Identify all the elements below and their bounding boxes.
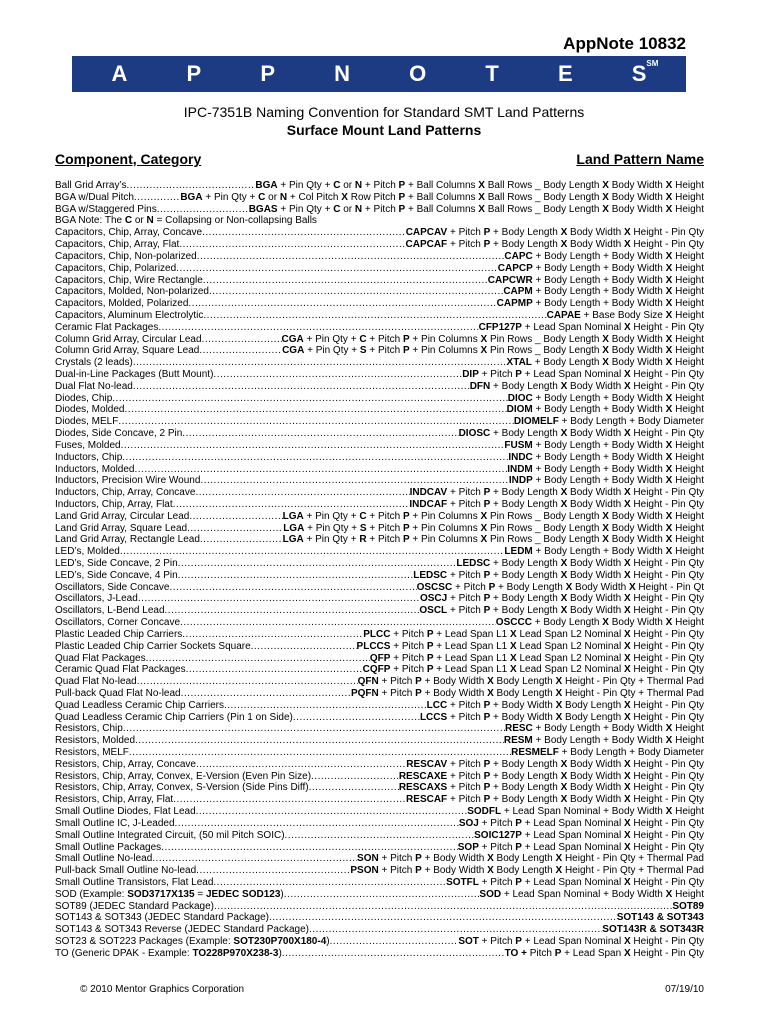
banner-letter: A	[111, 61, 128, 86]
land-pattern-name: CAPCP + Body Length + Body Width X Height	[497, 262, 704, 274]
dot-leader	[122, 452, 508, 464]
table-row	[55, 782, 704, 794]
land-pattern-name: INDM + Body Length + Body Width X Height	[507, 463, 704, 475]
table-row	[55, 853, 704, 865]
component-category: Ball Grid Array’s	[55, 180, 127, 191]
document-subtitle: Surface Mount Land Patterns	[286, 122, 482, 138]
land-pattern-name: DIOC + Body Length + Body Width X Height	[507, 392, 704, 404]
component-category: Diodes, Chip	[55, 392, 113, 404]
component-category: Capacitors, Molded, Polarized	[55, 298, 189, 310]
component-category: Ceramic Quad Flat Packages	[55, 664, 186, 676]
dot-leader	[135, 464, 508, 476]
component-category: Ceramic Flat Packages	[55, 321, 159, 333]
table-row	[55, 464, 704, 476]
table-row	[55, 747, 704, 759]
land-pattern-name: QFN + Pitch P + Body Width X Body Length X Height - Pin Qty + Thermal Pad	[357, 676, 704, 688]
banner-letter: O	[409, 61, 427, 86]
banner-letter: P	[186, 61, 202, 86]
land-pattern-name: INDC + Body Length + Body Width X Height	[508, 451, 704, 463]
table-row	[55, 688, 704, 700]
component-category: SOT143 & SOT343 Reverse (JEDEC Standard Package)	[55, 924, 310, 936]
component-category: Pull-back Quad Flat No-lead	[55, 687, 181, 699]
dot-leader	[133, 357, 507, 369]
land-pattern-name: RESCAXS + Pitch P + Body Length X Body Width X Height - Pin Qty	[398, 782, 704, 794]
dot-leader	[152, 853, 357, 865]
component-category: Column Grid Array, Circular Lead	[55, 333, 202, 345]
dot-leader	[269, 912, 617, 924]
dot-leader	[133, 381, 470, 393]
table-row	[55, 404, 704, 416]
land-pattern-name: DIP + Pitch P + Lead Span Nominal X Height - Pin Qty	[462, 369, 704, 380]
land-pattern-name: CAPCWR + Body Length + Body Width X Height	[487, 274, 704, 286]
component-category: Resistors, Chip, Array, Convex, E-Version (Even Pin Size)	[55, 770, 312, 782]
component-category: Resistors, Molded	[55, 735, 136, 747]
dot-leader	[224, 700, 427, 712]
land-pattern-name: CGA + Pin Qty + S + Pitch P + Pin Columns X Pin Rows _ Body Length X Body Width X Height	[282, 345, 704, 357]
land-pattern-name: SOT143R & SOT343R	[602, 924, 704, 936]
dot-leader	[200, 475, 508, 487]
table-row	[55, 298, 704, 310]
land-pattern-name: LGA + Pin Qty + C + Pitch P + Pin Columns X Pin Rows _ Body Length X Body Width X Height	[282, 510, 704, 522]
table-row	[55, 924, 704, 936]
table-row	[55, 700, 704, 712]
table-row	[55, 794, 704, 806]
appnote-number: AppNote 10832	[563, 34, 686, 53]
table-row	[55, 830, 704, 842]
table-row	[55, 771, 704, 783]
component-category: Small Outline Integrated Circuit, (50 mil Pitch SOIC)	[55, 829, 285, 841]
table-row	[55, 322, 704, 334]
component-category: Oscillators, Side Concave	[55, 581, 170, 593]
land-pattern-name: RESMELF + Body Length + Body Diameter	[511, 747, 704, 758]
land-pattern-name: INDCAF + Pitch P + Body Length X Body Width X Height - Pin Qty	[409, 498, 704, 510]
dot-leader	[309, 782, 399, 794]
dot-leader	[181, 688, 351, 700]
land-pattern-name: OSCL + Pitch P + Body Length X Body Width X Height - Pin Qty	[419, 605, 704, 617]
table-row	[55, 759, 704, 771]
table-row	[55, 310, 704, 322]
land-pattern-name: BGA + Pin Qty + C or N + Pitch P + Ball Columns X Ball Rows _ Body Length X Body Width X Height	[255, 180, 704, 191]
component-category: Inductors, Chip, Array, Flat	[55, 498, 173, 510]
land-pattern-name: CQFP + Pitch P + Lead Span L1 X Lead Span L2 Nominal X Height - Pin Qty	[362, 664, 704, 676]
column-header-land-pattern: Land Pattern Name	[576, 151, 704, 167]
component-category: Diodes, Molded	[55, 404, 125, 416]
table-row	[55, 818, 704, 830]
component-category: Small Outline No-lead	[55, 853, 153, 865]
dot-leader	[173, 499, 410, 511]
table-row	[55, 381, 704, 393]
component-category: Capacitors, Chip, Array, Flat	[55, 239, 180, 251]
dot-leader	[196, 865, 350, 877]
component-category: Diodes, Side Concave, 2 Pin	[55, 428, 183, 440]
table-row	[55, 475, 704, 487]
dot-leader	[178, 570, 414, 582]
table-row	[55, 889, 704, 901]
dot-leader	[178, 558, 457, 570]
table-row	[55, 617, 704, 629]
land-pattern-name: CAPCAV + Pitch P + Body Length X Body Width X Height - Pin Qty	[405, 227, 704, 239]
table-row	[55, 499, 704, 511]
component-category: Resistors, MELF	[55, 747, 129, 758]
table-row	[55, 629, 704, 641]
land-pattern-name: SOT + Pitch P + Lead Span Nominal X Height - Pin Qty	[458, 936, 704, 947]
land-pattern-name: OSCSC + Pitch P + Body Length X Body Width X Height - Pin Qt	[416, 581, 704, 593]
table-row	[55, 334, 704, 346]
table-row	[55, 664, 704, 676]
table-row	[55, 251, 704, 263]
dot-leader	[182, 428, 458, 440]
table-row	[55, 948, 704, 960]
dot-leader	[282, 948, 505, 960]
document-title: IPC-7351B Naming Convention for Standard SMT Land Patterns	[183, 104, 585, 120]
land-pattern-name: LGA + Pin Qty + R + Pitch P + Pin Columns X Pin Rows _ Body Length X Body Width X Height	[282, 534, 704, 546]
component-category: Inductors, Precision Wire Wound	[55, 475, 201, 487]
table-row	[55, 865, 704, 877]
component-category: TO (Generic DPAK - Example: TO228P970X238-3)	[55, 947, 282, 959]
table-row	[55, 239, 704, 251]
component-category: Plastic Leaded Chip Carrier Sockets Square	[55, 640, 251, 652]
appnotes-banner	[72, 56, 686, 92]
table-row	[55, 653, 704, 665]
table-row	[55, 204, 704, 216]
component-category: BGA Note: The C or N = Collapsing or Non-collapsing Balls	[55, 215, 317, 227]
land-pattern-name: DIOM + Body Length + Body Width X Height	[506, 404, 704, 416]
component-category: Crystals (2 leads)	[55, 357, 133, 369]
table-row	[55, 487, 704, 499]
land-pattern-name: SODFL + Lead Span Nominal + Body Width X Height	[467, 806, 704, 818]
dot-leader	[123, 723, 505, 735]
land-pattern-name: RESM + Body Length + Body Width X Height	[503, 735, 704, 747]
component-category: BGA w/Dual Pitch	[55, 191, 134, 203]
dot-leader	[196, 759, 406, 771]
land-pattern-name: SOD + Lead Span Nominal + Body Width X Height	[479, 888, 704, 900]
dot-leader	[158, 322, 478, 334]
table-row	[55, 440, 704, 452]
table-row	[55, 192, 704, 204]
component-category: SOT89 (JEDEC Standard Package)	[55, 900, 214, 912]
land-pattern-name: RESCAV + Pitch P + Body Length X Body Width X Height - Pin Qty	[406, 758, 704, 770]
component-category: Oscillators, Corner Concave	[55, 617, 181, 629]
table-row	[55, 605, 704, 617]
table-row	[55, 593, 704, 605]
land-pattern-name: CAPM + Body Length + Body Width X Height	[503, 286, 704, 298]
dot-leader	[124, 404, 506, 416]
land-pattern-name: CAPMP + Body Length + Body Width X Height	[496, 298, 704, 310]
dot-leader	[180, 617, 496, 629]
dot-leader	[285, 830, 475, 842]
dot-leader	[189, 511, 282, 523]
table-row	[55, 570, 704, 582]
banner-letter: S SM	[631, 59, 659, 86]
land-pattern-name: SOTFL + Pitch P + Lead Span Nominal X Height - Pin Qty	[446, 876, 704, 888]
component-category: Oscillators, J-Lead	[55, 593, 138, 605]
land-pattern-name: INDP + Body Length + Body Width X Height	[508, 475, 704, 487]
component-category: Small Outline IC, J-Leaded	[55, 817, 175, 829]
land-pattern-name: CAPC + Body Length + Body Width X Height	[504, 250, 704, 262]
land-pattern-table	[55, 180, 704, 960]
land-pattern-name: LCC + Pitch P + Body Width X Body Length X Height - Pin Qty	[426, 699, 704, 711]
dot-leader	[135, 735, 504, 747]
table-row	[55, 877, 704, 889]
component-category: Resistors, Chip	[55, 723, 123, 735]
table-row	[55, 369, 704, 381]
dot-leader	[284, 889, 480, 901]
land-pattern-name: SOJ + Pitch P + Lead Span Nominal X Height - Pin Qty	[458, 817, 704, 829]
land-pattern-name: SOT143 & SOT343	[616, 912, 704, 924]
dot-leader	[157, 204, 249, 216]
component-category: Capacitors, Chip, Wire Rectangle	[55, 274, 203, 286]
dot-leader	[199, 345, 282, 357]
dot-leader	[120, 546, 505, 558]
banner-letter: P	[260, 61, 276, 86]
dot-leader	[112, 393, 508, 405]
land-pattern-name: BGA + Pin Qty + C or N + Col Pitch X Row Pitch P + Ball Columns X Ball Rows _ Body Length X Body Width X Height	[180, 191, 704, 203]
table-row	[55, 345, 704, 357]
table-row	[55, 712, 704, 724]
component-category: Inductors, Chip, Array, Concave	[55, 487, 196, 499]
component-category: Land Grid Array, Rectangle Lead	[55, 534, 200, 546]
component-category: Small Outline Diodes, Flat Lead	[55, 806, 196, 818]
table-row	[55, 523, 704, 535]
table-row	[55, 263, 704, 275]
component-category: Land Grid Array, Square Lead	[55, 522, 188, 534]
dot-leader	[209, 286, 503, 298]
land-pattern-name: CAPAE + Base Body Size X Height	[546, 309, 704, 321]
dot-leader	[175, 818, 459, 830]
component-category: Quad Leadless Ceramic Chip Carriers (Pin 1 on Side)	[55, 711, 293, 723]
dot-leader	[161, 842, 458, 854]
dot-leader	[176, 263, 498, 275]
land-pattern-name: RESCAXE + Pitch P + Body Length X Body Width X Height - Pin Qty	[398, 770, 704, 782]
land-pattern-name: OSCCC + Body Length X Body Width X Height	[495, 617, 704, 629]
land-pattern-name: PLCCS + Pitch P + Lead Span L1 X Lead Span L2 Nominal X Height - Pin Qty	[356, 640, 704, 652]
land-pattern-name: FUSM + Body Length + Body Width X Height	[504, 439, 704, 451]
banner-letter: E	[557, 61, 573, 86]
component-category: Quad Flat No-lead	[55, 676, 137, 688]
dot-leader	[129, 747, 511, 759]
component-category: SOD (Example: SOD3717X135 = JEDEC SOD123)	[55, 888, 284, 900]
land-pattern-name: DIOMELF + Body Length + Body Diameter	[513, 416, 704, 428]
dot-leader	[195, 487, 409, 499]
land-pattern-name: OSCJ + Pitch P + Body Length X Body Width X Height - Pin Qty	[419, 593, 704, 605]
table-row	[55, 227, 704, 239]
component-category: Column Grid Array, Square Lead	[55, 345, 200, 357]
component-category: Resistors, Chip, Array, Flat	[55, 794, 174, 806]
land-pattern-name: LGA + Pin Qty + S + Pitch P + Pin Columns X Pin Rows _ Body Length X Body Width X Height	[283, 522, 704, 534]
land-pattern-name: PSON + Pitch P + Body Width X Body Length X Height - Pin Qty + Thermal Pad	[350, 865, 704, 877]
table-row	[55, 393, 704, 405]
table-row	[55, 641, 704, 653]
component-category: Inductors, Molded	[55, 463, 135, 475]
land-pattern-name: DFN + Body Length X Body Width X Height - Pin Qty	[469, 380, 704, 392]
dot-leader	[173, 794, 406, 806]
land-pattern-name: PLCC + Pitch P + Lead Span L1 X Lead Span L2 Nominal X Height - Pin Qty	[363, 628, 704, 640]
land-pattern-name: CFP127P + Lead Span Nominal X Height - Pin Qty	[478, 321, 704, 333]
component-category: Fuses, Molded	[55, 439, 121, 451]
table-row	[55, 511, 704, 523]
table-row	[55, 428, 704, 440]
land-pattern-name: QFP + Pitch P + Lead Span L1 X Lead Span L2 Nominal X Height - Pin Qty	[369, 652, 704, 664]
component-category: Dual-in-Line Packages (Butt Mount)	[55, 369, 214, 380]
dot-leader	[317, 215, 704, 227]
land-pattern-name: INDCAV + Pitch P + Body Length X Body Width X Height - Pin Qty	[409, 487, 704, 499]
dot-leader	[179, 239, 405, 251]
component-category: SOT143 & SOT343 (JEDEC Standard Package)	[55, 912, 269, 924]
banner-letter: T	[485, 61, 499, 86]
component-category: Quad Flat Packages	[55, 652, 146, 664]
land-pattern-name: LEDSC + Pitch P + Body Length X Body Width X Height - Pin Qty	[413, 569, 704, 581]
dot-leader	[165, 605, 420, 617]
dot-leader	[213, 877, 446, 889]
land-pattern-name: RESCAF + Pitch P + Body Length X Body Width X Height - Pin Qty	[406, 794, 704, 806]
component-category: Capacitors, Chip, Polarized	[55, 262, 177, 274]
land-pattern-name: SOP + Pitch P + Lead Span Nominal X Height - Pin Qty	[457, 841, 704, 853]
dot-leader	[202, 227, 406, 239]
dot-leader	[196, 806, 468, 818]
dot-leader	[311, 771, 399, 783]
component-category: Diodes, MELF	[55, 416, 119, 428]
land-pattern-name: SON + Pitch P + Body Width X Body Length X Height - Pin Qty + Thermal Pad	[357, 853, 704, 865]
component-category: Inductors, Chip	[55, 451, 123, 463]
table-row	[55, 936, 704, 948]
table-row	[55, 416, 704, 428]
table-row	[55, 558, 704, 570]
dot-leader	[187, 523, 283, 535]
component-category: Capacitors, Aluminum Electrolytic	[55, 309, 204, 321]
land-pattern-name: PQFN + Pitch P + Body Width X Body Length X Height - Pin Qty + Thermal Pad	[350, 687, 704, 699]
land-pattern-name: TO + Pitch P + Lead Span X Height - Pin Qty	[504, 947, 704, 959]
banner-letter: N	[334, 61, 351, 86]
component-category: LED’s, Molded	[55, 546, 120, 558]
dot-leader	[138, 593, 420, 605]
component-category: Capacitors, Chip, Non-polarized	[55, 250, 197, 262]
component-category: Pull-back Small Outline No-lead	[55, 865, 197, 877]
footer-date: 07/19/10	[665, 984, 704, 995]
land-pattern-name: LCCS + Pitch P + Body Width X Body Length X Height - Pin Qty	[419, 711, 704, 723]
table-row	[55, 806, 704, 818]
land-pattern-name: DIOSC + Body Length X Body Width X Height - Pin Qty	[458, 428, 704, 440]
dot-leader	[251, 641, 357, 653]
table-row	[55, 546, 704, 558]
table-row	[55, 286, 704, 298]
footer-copyright: © 2010 Mentor Graphics Corporation	[80, 984, 245, 995]
dot-leader	[309, 924, 602, 936]
table-row	[55, 582, 704, 594]
table-row	[55, 842, 704, 854]
dot-leader	[188, 298, 496, 310]
component-category: LED’s, Side Concave, 4 Pin	[55, 569, 178, 581]
service-mark: SM	[646, 59, 659, 68]
component-category: Capacitors, Molded, Non-polarized	[55, 286, 209, 298]
table-row	[55, 735, 704, 747]
dot-leader	[203, 310, 546, 322]
land-pattern-name: LEDSC + Body Length X Body Width X Height - Pin Qty	[456, 558, 704, 569]
component-category: SOT23 & SOT223 Packages (Example: SOT230P700X180-4)	[55, 936, 330, 947]
land-pattern-name: SOT89	[672, 900, 704, 912]
component-category: Small Outline Packages	[55, 841, 162, 853]
dot-leader	[202, 334, 282, 346]
land-pattern-name: BGAS + Pin Qty + C or N + Pitch P + Ball Columns X Ball Rows _ Body Length X Body Width X Height	[248, 203, 704, 215]
component-category: Plastic Leaded Chip Carriers	[55, 628, 183, 640]
dot-leader	[137, 676, 358, 688]
table-row	[55, 912, 704, 924]
component-category: Small Outline Transistors, Flat Lead	[55, 876, 214, 888]
table-row	[55, 275, 704, 287]
land-pattern-name: LEDM + Body Length + Body Width X Height	[504, 546, 704, 558]
dot-leader	[197, 251, 505, 263]
dot-leader	[200, 534, 283, 546]
land-pattern-name: RESC + Body Length + Body Width X Height	[504, 723, 704, 735]
component-category: Land Grid Array, Circular Lead	[55, 510, 190, 522]
component-category: Oscillators, L-Bend Lead	[55, 605, 165, 617]
dot-leader	[121, 440, 505, 452]
component-category: Capacitors, Chip, Array, Concave	[55, 227, 203, 239]
component-category: Resistors, Chip, Array, Concave	[55, 758, 196, 770]
dot-leader	[186, 664, 363, 676]
table-row	[55, 180, 704, 192]
dot-leader	[127, 180, 256, 192]
land-pattern-name: CGA + Pin Qty + C + Pitch P + Pin Columns X Pin Rows _ Body Length X Body Width X Height	[281, 333, 704, 345]
dot-leader	[134, 192, 180, 204]
dot-leader	[182, 629, 363, 641]
table-row	[55, 215, 704, 227]
component-category: Quad Leadless Ceramic Chip Carriers	[55, 699, 224, 711]
table-row	[55, 723, 704, 735]
land-pattern-name: CAPCAF + Pitch P + Body Length X Body Width X Height - Pin Qty	[405, 239, 704, 251]
component-category: Resistors, Chip, Array, Convex, S-Version (Side Pins Diff)	[55, 782, 309, 794]
dot-leader	[213, 369, 462, 381]
land-pattern-name: SOIC127P + Lead Span Nominal X Height - Pin Qty	[474, 829, 704, 841]
dot-leader	[214, 901, 672, 913]
table-row	[55, 676, 704, 688]
table-row	[55, 901, 704, 913]
table-row	[55, 452, 704, 464]
dot-leader	[293, 712, 420, 724]
component-category: Dual Flat No-lead	[55, 380, 133, 392]
dot-leader	[118, 416, 514, 428]
dot-leader	[203, 275, 488, 287]
table-row	[55, 357, 704, 369]
column-header-component: Component, Category	[55, 151, 202, 167]
component-category: BGA w/Staggered Pins	[55, 203, 157, 215]
component-category: LED’s, Side Concave, 2 Pin	[55, 558, 178, 569]
table-row	[55, 534, 704, 546]
dot-leader	[146, 653, 370, 665]
dot-leader	[170, 582, 417, 594]
land-pattern-name: XTAL + Body Length X Body Width X Height	[506, 357, 704, 369]
dot-leader	[330, 936, 459, 948]
